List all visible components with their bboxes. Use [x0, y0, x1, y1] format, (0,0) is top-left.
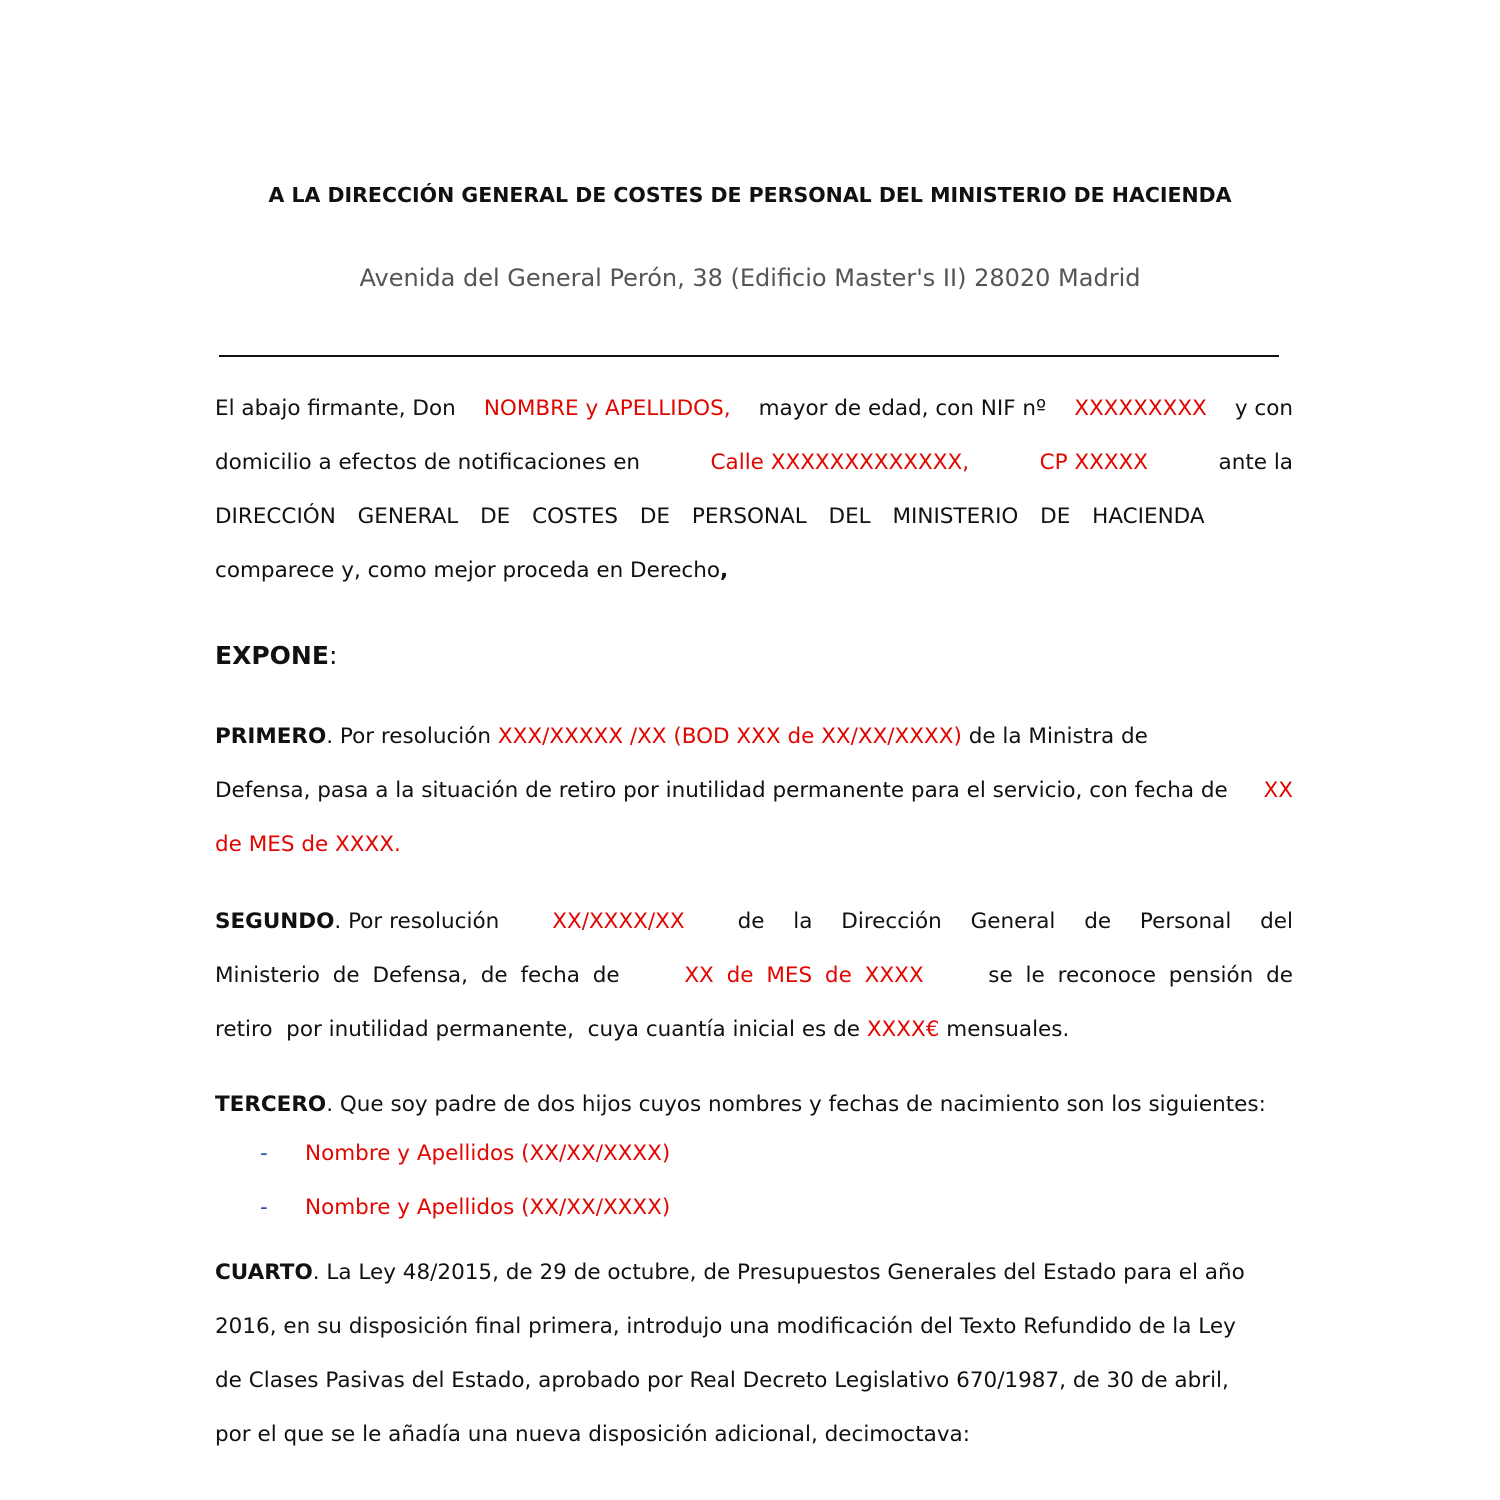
cuarto-line-2: 2016, en su disposición final primera, introdujo una modificación del Texto Refundido de la Ley	[215, 1314, 1236, 1339]
document-title: A LA DIRECCIÓN GENERAL DE COSTES DE PERSONAL DEL MINISTERIO DE HACIENDA	[268, 183, 1232, 207]
tercero-label: TERCERO	[215, 1092, 327, 1117]
placeholder-date-1b: de MES de XXXX.	[215, 832, 401, 857]
primero-line-2: Defensa, pasa a la situación de retiro por inutilidad permanente para el servicio, con fecha de XX	[215, 776, 1293, 806]
placeholder-cp: CP XXXXX	[1039, 450, 1149, 475]
list-bullet: -	[260, 1141, 268, 1166]
tercero-line-1: TERCERO. Que soy padre de dos hijos cuyos nombres y fechas de nacimiento son los siguientes:	[215, 1092, 1266, 1117]
placeholder-date-1a: XX	[1263, 778, 1293, 803]
intro-line-1: El abajo firmante, Don NOMBRE y APELLIDOS, mayor de edad, con NIF nº XXXXXXXXX y con	[215, 394, 1293, 424]
intro-line-2: domicilio a efectos de notificaciones en Calle XXXXXXXXXXXXX, CP XXXXX ante la	[215, 448, 1293, 478]
segundo-line-1: SEGUNDO. Por resolución XX/XXXX/XX de la Dirección General de Personal del	[215, 907, 1293, 937]
primero-label: PRIMERO	[215, 724, 327, 749]
placeholder-street: Calle XXXXXXXXXXXXX,	[710, 450, 970, 475]
section-heading-expone: EXPONE:	[215, 641, 338, 670]
segundo-line-2: Ministerio de Defensa, de fecha de XX de MES de XXXX se le reconoce pensión de	[215, 961, 1293, 991]
cuarto-line-1: CUARTO. La Ley 48/2015, de 29 de octubre, de Presupuestos Generales del Estado para el año	[215, 1260, 1245, 1285]
cuarto-line-4: por el que se le añadía una nueva disposición adicional, decimoctava:	[215, 1422, 970, 1447]
placeholder-nif: XXXXXXXXX	[1074, 396, 1207, 421]
cuarto-line-3: de Clases Pasivas del Estado, aprobado por Real Decreto Legislativo 670/1987, de 30 de abril,	[215, 1368, 1229, 1393]
placeholder-name: NOMBRE y APELLIDOS,	[483, 396, 731, 421]
placeholder-resolution-2: XX/XXXX/XX	[552, 909, 685, 934]
segundo-label: SEGUNDO	[215, 909, 335, 934]
cuarto-label: CUARTO	[215, 1260, 313, 1285]
placeholder-resolution-1: XXX/XXXXX /XX (BOD XXX de XX/XX/XXXX)	[497, 724, 962, 749]
list-item: Nombre y Apellidos (XX/XX/XXXX)	[305, 1141, 671, 1166]
list-bullet: -	[260, 1195, 268, 1220]
segundo-line-3: retiro por inutilidad permanente, cuya cuantía inicial es de XXXX€ mensuales.	[215, 1017, 1070, 1042]
placeholder-amount: XXXX€	[866, 1017, 940, 1042]
recipient-address: Avenida del General Perón, 38 (Edificio Master's II) 28020 Madrid	[359, 264, 1141, 292]
intro-line-4: comparece y, como mejor proceda en Derecho,	[215, 558, 729, 583]
intro-line-3: DIRECCIÓN GENERAL DE COSTES DE PERSONAL DEL MINISTERIO DE HACIENDA	[215, 504, 1205, 529]
primero-line-1: PRIMERO. Por resolución XXX/XXXXX /XX (BOD XXX de XX/XX/XXXX) de la Ministra de	[215, 724, 1148, 749]
header-divider	[219, 355, 1279, 357]
placeholder-date-2: XX de MES de XXXX	[684, 963, 924, 988]
list-item: Nombre y Apellidos (XX/XX/XXXX)	[305, 1195, 671, 1220]
